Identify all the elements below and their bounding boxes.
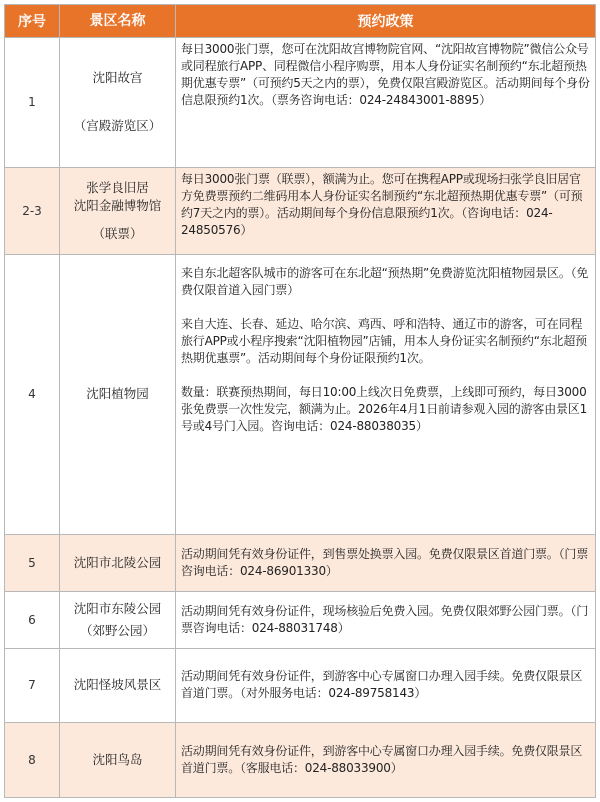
policy-cell <box>176 591 596 648</box>
table-row <box>5 722 596 797</box>
table-row <box>5 591 596 648</box>
header-row <box>5 5 596 38</box>
policy-text: 来自东北超客队城市的游客可在东北超“预热期”免费游览沈阳植物园景区。（免费仅限首道入园门票） <box>181 266 589 298</box>
policy-text: 活动期间凭有效身份证件，到游客中心专属窗口办理入园手续。免费仅限景区首道门票。（对外服务电话：024-89758143） <box>181 669 583 701</box>
scenic-name <box>60 167 176 254</box>
row-num: 6 <box>5 591 60 648</box>
table-row <box>5 649 596 722</box>
policy-cell <box>176 38 596 168</box>
policy-text: 每日3000张门票，您可在沈阳故宫博物院官网、“沈阳故宫博物院”微信公众号或同程旅行APP、同程微信小程序购票，用本人身份证实名制预约“东北超预热期优惠专票”（可预约5天之内的票），免费仅限宫殿游览区。活动期间每个身份信息限预约1次。（票务咨询电话：024-24843001-8895） <box>181 42 590 107</box>
scenic-name-main: 张学良旧居 沈阳金融博物馆 <box>73 179 162 213</box>
scenic-name <box>60 38 176 168</box>
scenic-name-sub: （宫殿游览区） <box>73 118 162 134</box>
scenic-name <box>60 649 176 722</box>
policy-text: 来自大连、长春、延边、哈尔滨、鸡西、呼和浩特、通辽市的游客，可在同程旅行APP或小程序搜索“沈阳植物园”店铺，用本人身份证实名制预约“东北超预热期优惠票”。活动期间每个身份证限预约1次。 <box>181 317 587 366</box>
scenic-name <box>60 591 176 648</box>
table-row <box>5 255 596 534</box>
row-num: 1 <box>5 38 60 168</box>
header-policy: 预约政策 <box>176 5 596 38</box>
scenic-name-main: 沈阳鸟岛 <box>92 751 143 767</box>
header-name: 景区名称 <box>60 5 176 38</box>
scenic-name-sub: （联票） <box>92 225 143 241</box>
row-num: 5 <box>5 534 60 591</box>
scenic-name <box>60 722 176 797</box>
row-num: 4 <box>5 255 60 534</box>
policy-text: 数量：联赛预热期间，每日10:00上线次日免费票，上线即可预约，每日3000张免费票一次性发完，额满为止。2026年4月1日前请参观入园的游客由景区1号或4号门入园。咨询电话：024-88038035） <box>181 385 588 434</box>
policy-cell <box>176 255 596 534</box>
scenic-name-main: 沈阳故宫 <box>92 70 143 86</box>
row-num: 7 <box>5 649 60 722</box>
policy-text: 每日3000张门票（联票），额满为止。您可在携程APP或现场扫张学良旧居官方免费票预约二维码用本人身份证实名制预约“东北超预热期优惠专票”（可预约7天之内的票）。活动期间每个身份信息限预约1次。（咨询电话：024-24850576） <box>181 171 583 237</box>
policy-text: 活动期间凭有效身份证件，现场核验后免费入园。免费仅限郊野公园门票。（门票咨询电话：024-88031748） <box>181 604 589 636</box>
scenic-name-main: 沈阳市北陵公园 <box>73 554 162 570</box>
scenic-name-main: 沈阳市东陵公园 <box>73 601 162 617</box>
row-num: 8 <box>5 722 60 797</box>
row-num: 2-3 <box>5 167 60 254</box>
policy-cell <box>176 167 596 254</box>
header-num: 序号 <box>5 5 60 38</box>
reservation-policy-table <box>4 4 596 798</box>
table-row <box>5 167 596 254</box>
scenic-name <box>60 255 176 534</box>
scenic-name-main: 沈阳怪坡风景区 <box>73 677 162 693</box>
table-row <box>5 38 596 168</box>
scenic-name <box>60 534 176 591</box>
table-row <box>5 534 596 591</box>
policy-cell <box>176 722 596 797</box>
policy-text: 活动期间凭有效身份证件，到售票处换票入园。免费仅限景区首道门票。（门票咨询电话：024-86901330） <box>181 546 589 578</box>
scenic-name-main: 沈阳植物园 <box>86 386 149 402</box>
policy-cell <box>176 649 596 722</box>
policy-text: 活动期间凭有效身份证件，到游客中心专属窗口办理入园手续。免费仅限景区首道门票。（客服电话：024-88033900） <box>181 743 583 775</box>
scenic-name-sub: （郊野公园） <box>79 623 155 639</box>
policy-cell <box>176 534 596 591</box>
